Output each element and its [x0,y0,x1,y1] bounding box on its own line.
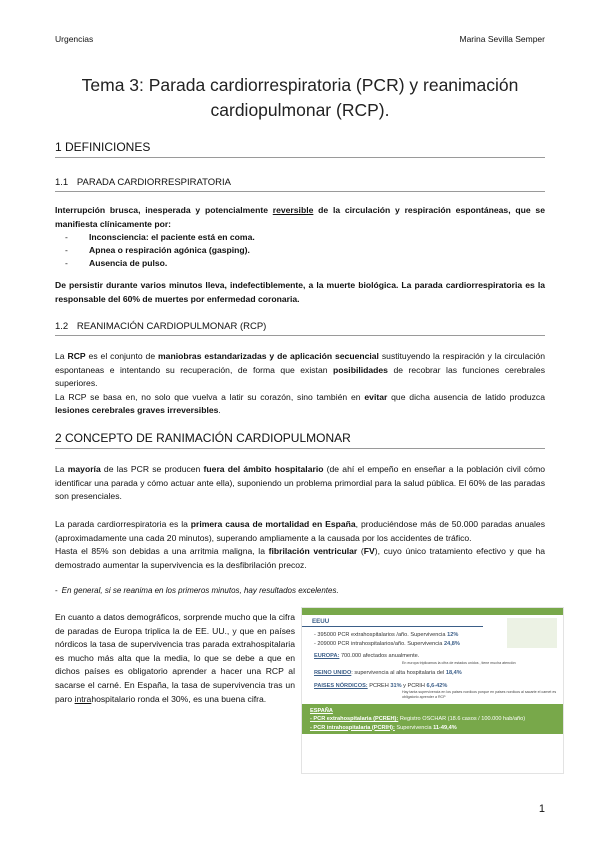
symptom-list [55,231,545,270]
list-item: - Inconsciencia: el paciente está en coma. [55,231,545,244]
figure-nordic-note: Hay tanta supervivencia en los paises nordicos porque en paises nordicos al sacarte el carnet es obligatorio aprender a RCP [402,690,557,699]
figure-europa-note: En europa triplicamos la cifra de estados unidos , tiene mucha atención [402,660,516,665]
figure-top-band [302,608,563,615]
section-definiciones-heading: 1 DEFINICIONES [55,140,545,158]
figure-nordic-line: PAISES NÓRDICOS: PCREH 31% y PCRIH 6,6-42% [314,682,448,689]
list-item: - Ausencia de pulso. [55,257,545,270]
paragraph-demografia: En cuanto a datos demográficos, sorprende mucho que la cifra de paradas de Europa triplica la de EE. UU., y que en países nórdicos la tasa de supervivencia tras parada extrahospitalaria es mucho más alta que la media, lo que se debe a que en dichos países es obligatorio aprender a hacer una RCP al sacarse el carné. En España, la tasa de supervivencia tras un paro intrahospitalario ronda el 30%, es una buena cifra. [55,612,295,704]
figure-spain-line2: - PCR intrahospitalaria (PCRIH): Supervivencia 11-49,4% [310,724,457,731]
page-number: 1 [538,803,545,815]
header-author: Marina Sevilla Semper [459,34,545,44]
paragraph-definition-pcr: Interrupción brusca, inesperada y potencialmente reversible de la circulación y respiración espontáneas, que se manifiesta clínicamente por: [55,205,545,229]
section-concepto-heading: 2 CONCEPTO DE RANIMACIÓN CARDIOPULMONAR [55,431,545,449]
note-excelentes: - En general, si se reanima en los primeros minutos, hay resultados excelentes. [55,586,339,595]
subsection-label: PARADA CARDIORRESPIRATORIA [76,177,232,188]
figure-europa-line: EUROPA: 700.000 afectados anualmente. [314,653,420,660]
epidemiology-figure [301,607,564,774]
figure-eeuu-heading: EEUU [302,615,483,627]
figure-spain-heading: ESPAÑA [310,708,333,715]
figure-eeuu-line1: - 395000 PCR extrahospitalarios /año. Supervivencia 12% [314,632,459,638]
paragraph-mortalidad: La parada cardiorrespiratoria es la primera causa de mortalidad en España, produciéndose más de 50.000 paradas anuales (aproximadamente una cada 20 minutos), superando ampliamente a la causada por los accidentes de tráfico. Hasta el 85% son debidas a una arritmia maligna, la fibrilación ventricular (FV), cuyo único tratamiento efectivo y que ha demostrado aumentar la supervivencia es la desfibrilación precoz. [55,519,545,570]
figure-spain-box [302,704,563,734]
subsection-rcp-heading [55,321,545,336]
paragraph-pcr-consequence: De persistir durante varios minutos lleva, indefectiblemente, a la muerte biológica. La parada cardiorrespiratoria es la responsable del 60% de muertes por enfermedad coronaria. [55,280,545,304]
subsection-number: 1.2 [55,321,69,332]
page-title: Tema 3: Parada cardiorrespiratoria (PCR) y reanimación cardiopulmonar (RCP). [81,75,519,120]
paragraph-rcp-definition: La RCP es el conjunto de maniobras estandarizadas y de aplicación secuencial sustituyendo la respiración y la circulación espontaneas e intentando su recuperación, de forma que existan posibilidades de recobrar las funciones cerebrales superiores. La RCP se basa en, no solo que vuelva a latir su corazón, sino también en evitar que dicha ausencia de latido produzca lesiones cerebrales graves irreversibles. [55,351,545,415]
header-subject: Urgencias [55,34,94,44]
paragraph-mayoria: La mayoría de las PCR se producen fuera del ámbito hospitalario (de ahí el empeño en enseñar a la población civil cómo identificar una parada y cómo actuar ante ella), suponiendo un problema primordial para la salud pública. El 60% de las paradas son presenciales. [55,464,546,501]
figure-decoration [507,618,557,648]
list-item: - Apnea o respiración agónica (gasping). [55,244,545,257]
figure-spain-line1: - PCR extrahospitalaria (PCREH): Registro OSCHAR (18.6 casos / 100.000 hab/año) [310,716,526,723]
subsection-label: REANIMACIÓN CARDIOPULMONAR (RCP) [76,321,267,332]
subsection-parada-heading [55,177,545,192]
subsection-number: 1.1 [55,177,69,188]
figure-uk-line: REINO UNIDO: supervivencia al alta hospitalaria del 18,4% [314,670,462,677]
figure-eeuu-line2: - 209000 PCR intrahospitalarios/año. Supervivencia 24,8% [314,640,460,647]
